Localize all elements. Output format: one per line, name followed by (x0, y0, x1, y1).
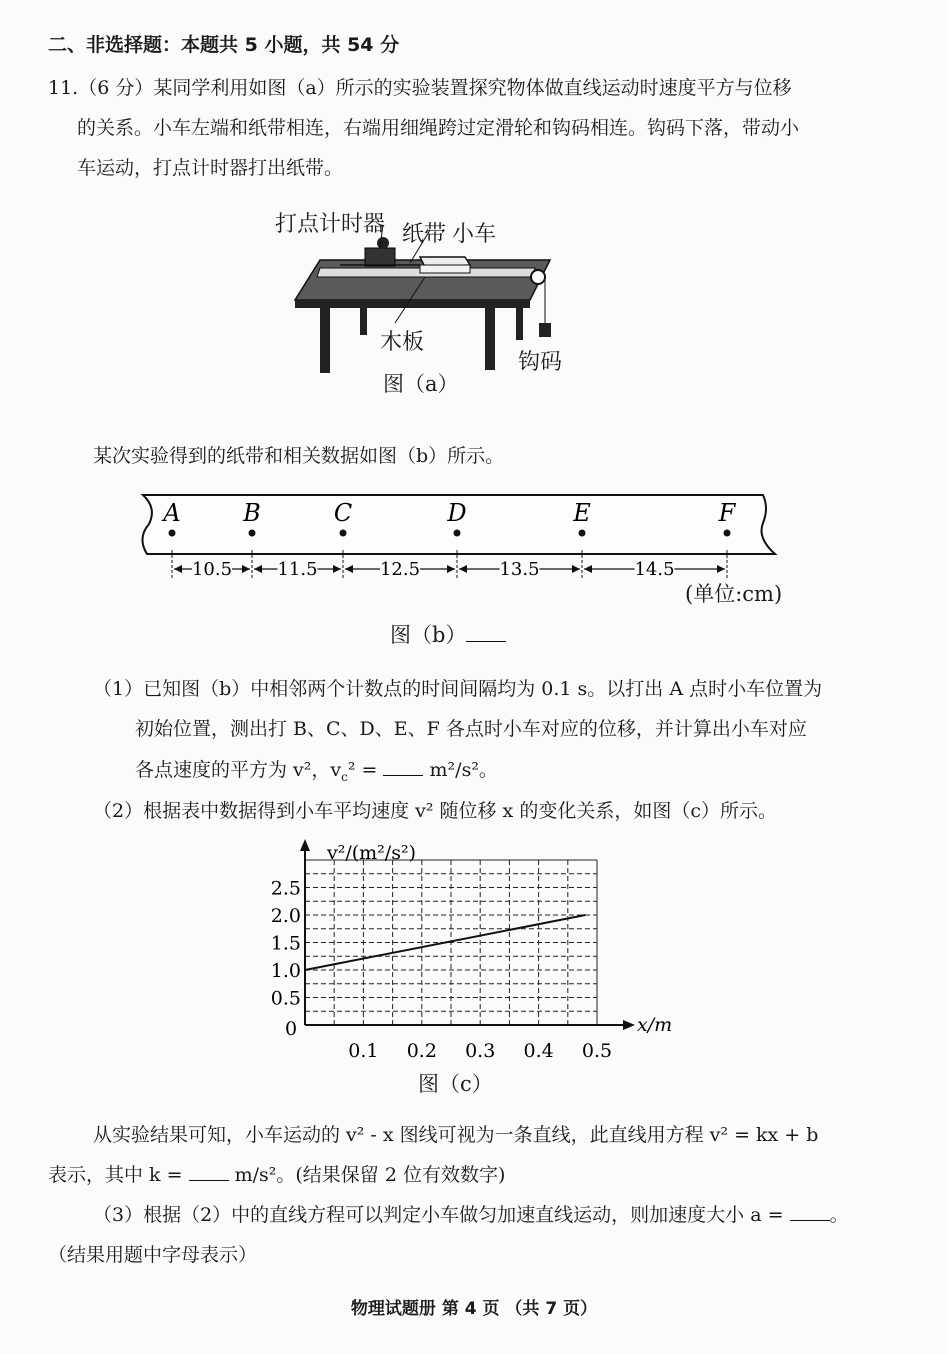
y-tick-0: 0.5 (270, 987, 301, 1010)
tape-arrow-left-3 (459, 565, 467, 573)
x-tick-0: 0.1 (348, 1040, 379, 1062)
tape-arrow-left-4 (584, 565, 592, 573)
tape-point-label-f: F (718, 499, 736, 527)
tape-arrow-left-2 (345, 565, 353, 573)
origin-label: 0 (285, 1018, 298, 1040)
figure-b-caption (390, 619, 506, 649)
tape-dot-e (579, 530, 586, 537)
tape-distance-3: 13.5 (499, 559, 540, 580)
part1-line-1: （1）已知图（b）中相邻两个计数点的时间间隔均为 0.1 s。以打出 A 点时小车位置为 (93, 678, 823, 700)
y-tick-2: 1.5 (270, 932, 301, 955)
part1-line-3 (135, 755, 498, 784)
figure-c (260, 835, 680, 1065)
q11-intro-line-1: 11.（6 分）某同学利用如图（a）所示的实验装置探究物体做直线运动时速度平方与位移 (48, 77, 792, 99)
label-tape: 纸带 (402, 222, 447, 247)
answer-blank-vc2[interactable] (383, 759, 423, 776)
part1-line-3a: 各点速度的平方为 v²，v (135, 759, 342, 781)
tape-distance-0: 10.5 (191, 559, 233, 580)
conclusion-line-2 (48, 1160, 505, 1187)
x-tick-4: 0.5 (581, 1040, 613, 1062)
y-axis-label: v²/(m²/s²) (327, 842, 416, 864)
conclusion-line-1: 从实验结果可知，小车运动的 v² - x 图线可视为一条直线，此直线用方程 v² = kx + b (93, 1124, 819, 1146)
conclusion-line-2a: 表示，其中 k = (48, 1164, 183, 1186)
part3-line-1b: 。 (829, 1204, 849, 1226)
tape-arrow-right-4 (717, 565, 725, 573)
figure-b-intro: 某次实验得到的纸带和相关数据如图（b）所示。 (93, 445, 505, 467)
x-tick-1: 0.2 (406, 1040, 437, 1062)
part1-subscript: c (341, 769, 348, 784)
part3-line-2: （结果用题中字母表示） (48, 1244, 258, 1266)
v2-x-chart (260, 835, 680, 1065)
tape-dot-d (454, 530, 461, 537)
tape-distance-1: 11.5 (277, 559, 318, 580)
page-footer: 物理试题册 第 4 页 （共 7 页） (350, 1299, 598, 1319)
y-tick-4: 2.5 (270, 877, 301, 900)
tape-arrow-left-1 (254, 565, 262, 573)
tape-dot-f (724, 530, 731, 537)
tape-arrow-right-2 (447, 565, 455, 573)
tape-point-label-c: C (333, 499, 353, 527)
part1-line-3b: ² = (347, 759, 378, 781)
x-tick-3: 0.4 (523, 1040, 554, 1062)
tape-point-label-a: A (163, 499, 181, 527)
part2-line: （2）根据表中数据得到小车平均速度 v² 随位移 x 的变化关系，如图（c）所示。 (93, 800, 777, 822)
y-axis-arrow (300, 839, 310, 851)
tape-unit: (单位:cm) (685, 582, 783, 606)
tape-point-label-b: B (243, 499, 261, 527)
label-board: 木板 (380, 330, 425, 355)
tape-dot-c (340, 530, 347, 537)
conclusion-line-2b: m/s²。(结果保留 2 位有效数字) (234, 1164, 506, 1186)
tape-dot-a (169, 530, 176, 537)
y-tick-1: 1.0 (270, 960, 301, 982)
tape-arrow-right-3 (572, 565, 580, 573)
q11-intro-line-3: 车运动，打点计时器打出纸带。 (77, 157, 344, 179)
part3-line-1a: （3）根据（2）中的直线方程可以判定小车做匀加速直线运动，则加速度大小 a = (93, 1204, 784, 1226)
label-weight: 钩码 (518, 350, 563, 375)
label-cart: 小车 (452, 222, 497, 247)
tape-arrow-left-0 (174, 565, 182, 573)
x-tick-2: 0.3 (465, 1040, 496, 1062)
answer-blank-k[interactable] (189, 1164, 229, 1181)
tape-arrow-right-1 (333, 565, 341, 573)
tape-distance-4: 14.5 (634, 559, 675, 580)
tape-dot-b (249, 530, 256, 537)
x-axis-arrow (623, 1020, 635, 1030)
x-axis-label: x/m (637, 1014, 673, 1036)
tape-point-label-e: E (573, 499, 591, 527)
y-tick-3: 2.0 (270, 905, 301, 927)
tape-point-label-d: D (447, 499, 467, 527)
tape-distance-2: 12.5 (379, 559, 421, 580)
section-title: 二、非选择题：本题共 5 小题，共 54 分 (48, 34, 400, 56)
label-timer: 打点计时器 (275, 212, 386, 237)
part3-line-1 (93, 1200, 849, 1227)
figure-a-caption: 图（a） (383, 372, 459, 396)
part1-line-3c: m²/s²。 (429, 759, 498, 781)
figure-b-caption-text: 图（b） (390, 623, 467, 647)
part1-line-2: 初始位置，测出打 B、C、D、E、F 各点时小车对应的位移，并计算出小车对应 (135, 718, 807, 740)
answer-blank-a[interactable] (790, 1204, 830, 1221)
q11-intro-line-2: 的关系。小车左端和纸带相连，右端用细绳跨过定滑轮和钩码相连。钩码下落，带动小 (77, 117, 800, 139)
tape-arrow-right-0 (242, 565, 250, 573)
figure-c-caption: 图（c） (418, 1072, 493, 1096)
